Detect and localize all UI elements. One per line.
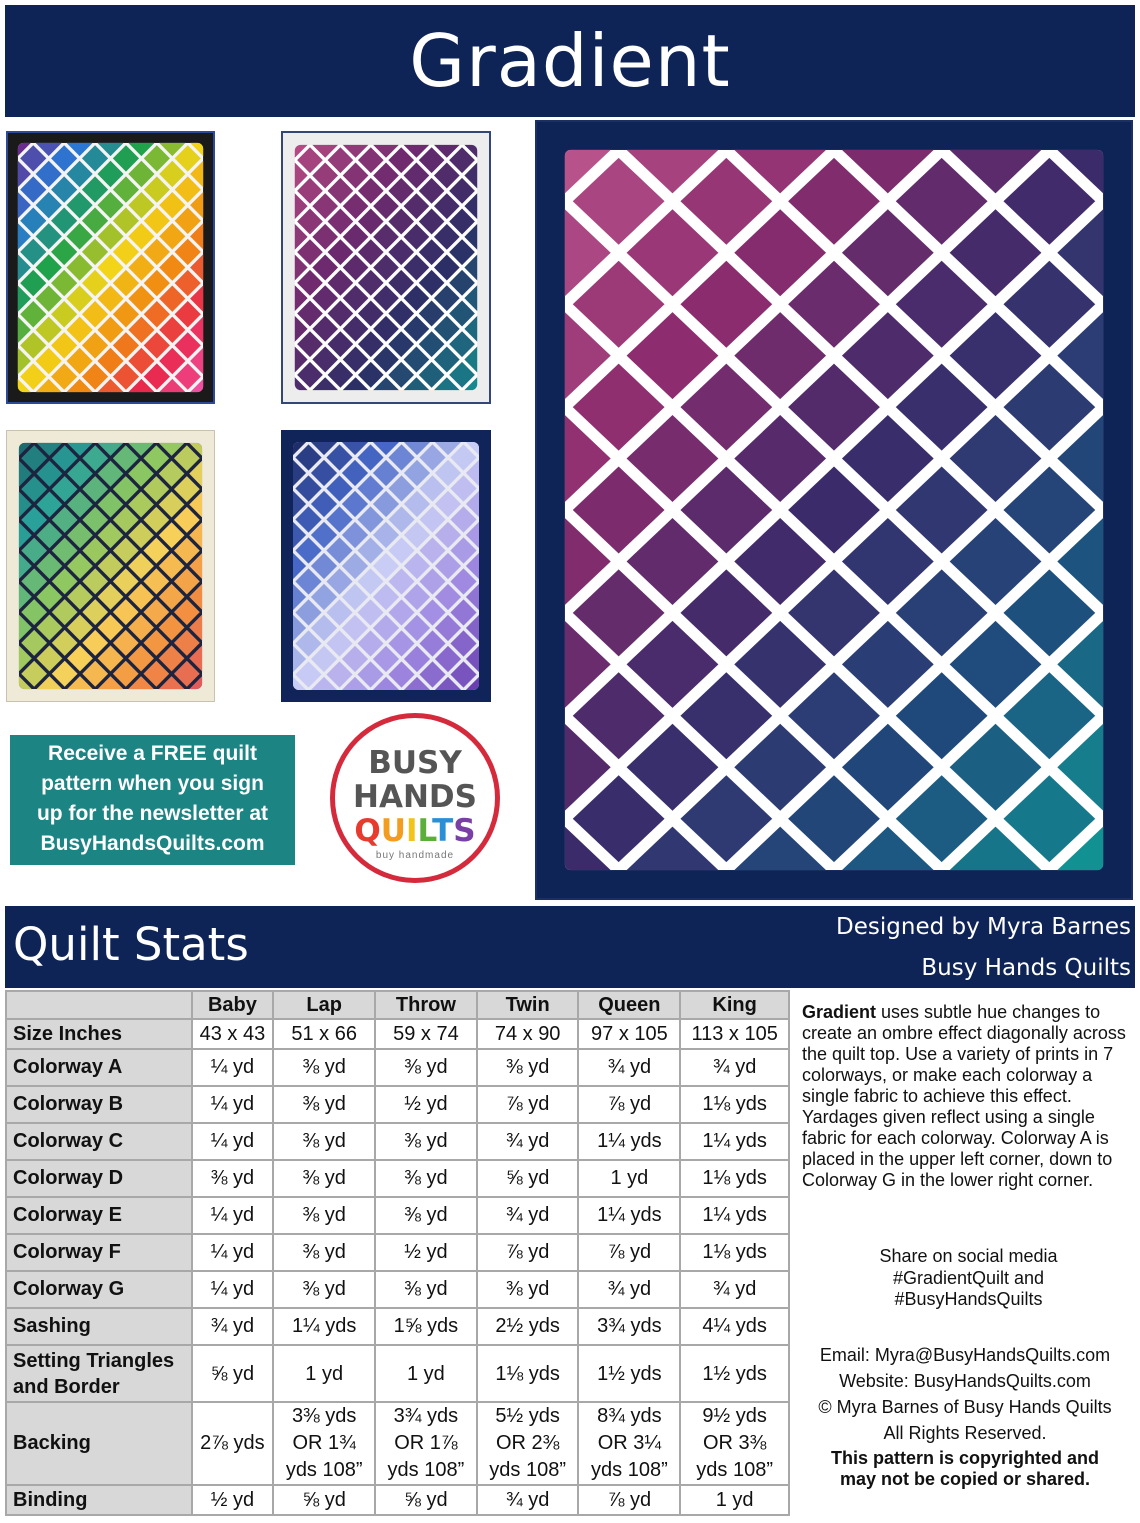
table-cell: 1⅛ yds xyxy=(680,1234,789,1271)
newsletter-promo[interactable] xyxy=(10,735,295,865)
table-cell: ⅞ yd xyxy=(578,1234,680,1271)
table-cell: 1½ yds xyxy=(680,1345,789,1402)
contact-email[interactable]: Email: Myra@BusyHandsQuilts.com xyxy=(819,1345,1111,1365)
table-cell: ⅜ yd xyxy=(273,1160,375,1197)
table-row xyxy=(6,1271,789,1308)
table-cell: ¾ yd xyxy=(578,1049,680,1086)
promo-line-1: Receive a FREE quilt xyxy=(48,742,257,765)
column-header-lap: Lap xyxy=(273,991,375,1019)
table-cell: 1¼ yds xyxy=(680,1197,789,1234)
table-cell: 1 yd xyxy=(273,1345,375,1402)
logo-word-hands: HANDS xyxy=(353,779,477,815)
logo-tagline: buy handmade xyxy=(375,850,455,861)
table-cell: ¾ yd xyxy=(477,1485,579,1515)
table-cell: 2½ yds xyxy=(477,1308,579,1345)
promo-line-4: BusyHandsQuilts.com xyxy=(40,832,265,855)
table-cell: ¾ yd xyxy=(192,1308,274,1345)
description-pattern-name: Gradient xyxy=(802,1002,877,1022)
table-cell: ⅜ yd xyxy=(273,1197,375,1234)
table-cell: ⅜ yd xyxy=(192,1160,274,1197)
row-label: Sashing xyxy=(6,1308,192,1345)
table-cell: 1¼ yds xyxy=(578,1197,680,1234)
row-label-line: and Border xyxy=(13,1375,120,1398)
purple-teal-quilt-thumbnail xyxy=(281,131,491,404)
table-cell: 51 x 66 xyxy=(273,1019,375,1049)
multicolor-print-quilt-thumbnail xyxy=(6,430,215,702)
table-row xyxy=(6,1402,789,1485)
table-cell: ¼ yd xyxy=(192,1197,274,1234)
table-cell: ¾ yd xyxy=(680,1049,789,1086)
table-cell: ⅜ yd xyxy=(273,1086,375,1123)
cell-line: OR 3¼ xyxy=(597,1432,662,1454)
table-cell: ⅜ yd xyxy=(273,1049,375,1086)
quilt-stats-banner xyxy=(5,906,1135,988)
cell-line: OR 1¾ xyxy=(292,1432,356,1454)
hashtag-gradient-quilt: #GradientQuilt and xyxy=(892,1267,1045,1288)
cell-line: yds 108” xyxy=(387,1459,465,1481)
quilt-stats-title: Quilt Stats xyxy=(13,918,249,971)
table-cell: ½ yd xyxy=(375,1234,477,1271)
table-cell: 113 x 105 xyxy=(680,1019,789,1049)
table-cell: ¼ yd xyxy=(192,1123,274,1160)
company-name: Busy Hands Quilts xyxy=(921,955,1131,981)
table-cell: ⅞ yd xyxy=(477,1086,579,1123)
table-cell: ⅝ yd xyxy=(192,1345,274,1402)
row-label: Colorway B xyxy=(6,1086,192,1123)
table-header-row xyxy=(6,991,789,1019)
copyright-notice-line: may not be copied or shared. xyxy=(839,1469,1091,1489)
column-header-king: King xyxy=(680,991,789,1019)
table-row xyxy=(6,1160,789,1197)
row-label: Size Inches xyxy=(6,1019,192,1049)
table-cell: 43 x 43 xyxy=(192,1019,274,1049)
table-header-empty xyxy=(6,991,192,1019)
table-row xyxy=(6,1308,789,1345)
row-label: Colorway G xyxy=(6,1271,192,1308)
table-cell: 2⅞ yds xyxy=(192,1402,274,1485)
table-cell: 1⅝ yds xyxy=(375,1308,477,1345)
logo-letter: T xyxy=(432,813,454,849)
table-cell xyxy=(680,1402,789,1485)
table-cell: ⅜ yd xyxy=(375,1160,477,1197)
logo-letter: U xyxy=(380,813,406,849)
rights-reserved: All Rights Reserved. xyxy=(883,1423,1047,1443)
promo-line-2: pattern when you sign xyxy=(41,772,264,795)
column-header-throw: Throw xyxy=(375,991,477,1019)
table-cell xyxy=(578,1402,680,1485)
row-label: Binding xyxy=(6,1485,192,1515)
table-cell: ⅞ yd xyxy=(578,1485,680,1515)
table-cell: ¼ yd xyxy=(192,1086,274,1123)
row-label: Colorway C xyxy=(6,1123,192,1160)
table-cell: 1¼ yds xyxy=(680,1123,789,1160)
page-title: Gradient xyxy=(409,19,731,103)
table-cell: ⅜ yd xyxy=(375,1123,477,1160)
cell-line: 5½ yds xyxy=(495,1405,560,1427)
table-cell: ⅜ yd xyxy=(477,1271,579,1308)
table-cell: ¾ yd xyxy=(578,1271,680,1308)
blue-lavender-quilt-thumbnail xyxy=(281,430,491,702)
table-cell: 97 x 105 xyxy=(578,1019,680,1049)
table-cell: 1⅛ yds xyxy=(680,1160,789,1197)
logo-letter: I xyxy=(405,813,418,849)
table-row xyxy=(6,1197,789,1234)
column-header-queen: Queen xyxy=(578,991,680,1019)
table-row xyxy=(6,1234,789,1271)
hashtag-busy-hands-quilts: #BusyHandsQuilts xyxy=(894,1289,1043,1309)
cell-line: 3⅜ yds xyxy=(291,1405,357,1427)
table-cell: 3¾ yds xyxy=(578,1308,680,1345)
table-cell: 1½ yds xyxy=(578,1345,680,1402)
row-label: Backing xyxy=(6,1402,192,1485)
row-label-line: Setting Triangles xyxy=(13,1349,175,1372)
table-cell: ½ yd xyxy=(375,1086,477,1123)
column-header-twin: Twin xyxy=(477,991,579,1019)
designer-credit: Designed by Myra Barnes xyxy=(836,914,1131,940)
table-cell: 74 x 90 xyxy=(477,1019,579,1049)
quilt-stats-table xyxy=(5,990,790,1516)
column-header-baby: Baby xyxy=(192,991,274,1019)
table-cell: ⅞ yd xyxy=(477,1234,579,1271)
table-cell: ⅜ yd xyxy=(273,1234,375,1271)
copyright-notice-line: This pattern is copyrighted and xyxy=(830,1448,1100,1468)
table-cell xyxy=(477,1402,579,1485)
cell-line: yds 108” xyxy=(489,1459,566,1481)
table-cell: ⅞ yd xyxy=(578,1086,680,1123)
table-cell: ¾ yd xyxy=(477,1197,579,1234)
table-cell: ⅜ yd xyxy=(273,1123,375,1160)
logo-word-quilts xyxy=(335,814,495,848)
table-cell: ⅜ yd xyxy=(375,1271,477,1308)
table-cell: 1 yd xyxy=(578,1160,680,1197)
cell-line: OR 3⅜ xyxy=(702,1432,767,1454)
table-cell: ¼ yd xyxy=(192,1049,274,1086)
row-label: Colorway D xyxy=(6,1160,192,1197)
logo-word-busy: BUSY xyxy=(368,745,462,781)
cell-line: 8¾ yds xyxy=(597,1405,662,1427)
cell-line: 9½ yds xyxy=(702,1405,767,1427)
copyright-notice xyxy=(795,1448,1135,1490)
table-row xyxy=(6,1019,789,1049)
copyright-line: © Myra Barnes of Busy Hands Quilts xyxy=(818,1397,1112,1417)
main-quilt-image xyxy=(535,120,1133,900)
table-cell: ¾ yd xyxy=(477,1123,579,1160)
table-cell: ⅜ yd xyxy=(273,1271,375,1308)
table-cell: ½ yd xyxy=(192,1485,274,1515)
row-label: Colorway E xyxy=(6,1197,192,1234)
table-cell: 1 yd xyxy=(680,1485,789,1515)
table-cell: ⅝ yd xyxy=(273,1485,375,1515)
table-cell: ⅜ yd xyxy=(477,1049,579,1086)
contact-info xyxy=(795,1342,1135,1490)
table-row xyxy=(6,1345,789,1402)
table-cell: 1⅛ yds xyxy=(477,1345,579,1402)
table-cell: 1 yd xyxy=(375,1345,477,1402)
cell-line: yds 108” xyxy=(285,1459,363,1481)
table-cell: 1⅛ yds xyxy=(680,1086,789,1123)
cell-line: yds 108” xyxy=(591,1459,668,1481)
table-cell: ⅝ yd xyxy=(477,1160,579,1197)
share-line: Share on social media xyxy=(879,1246,1058,1266)
cell-line: yds 108” xyxy=(696,1459,773,1481)
table-cell xyxy=(273,1402,375,1485)
cell-line: OR 1⅞ xyxy=(394,1432,458,1454)
pattern-description xyxy=(802,1002,1135,1191)
logo-letter: L xyxy=(417,813,433,849)
social-share xyxy=(802,1246,1135,1311)
title-banner xyxy=(5,5,1135,117)
contact-website[interactable]: Website: BusyHandsQuilts.com xyxy=(839,1371,1091,1391)
table-row xyxy=(6,1123,789,1160)
table-cell: ¾ yd xyxy=(680,1271,789,1308)
table-row xyxy=(6,1086,789,1123)
table-cell: 4¼ yds xyxy=(680,1308,789,1345)
row-label: Colorway A xyxy=(6,1049,192,1086)
table-row xyxy=(6,1485,789,1515)
busy-hands-quilts-logo xyxy=(330,713,500,883)
table-cell: ⅜ yd xyxy=(375,1049,477,1086)
table-cell: ¼ yd xyxy=(192,1271,274,1308)
rainbow-quilt-thumbnail xyxy=(6,131,215,404)
cell-line: 3¾ yds xyxy=(393,1405,459,1427)
description-text: uses subtle hue changes to create an ombre effect diagonally across the quilt top. Use a variety of prints in 7 colorways, or make each colorway a single fabric to achieve this effect. Yardages given reflect using a single fabric for each colorway. Colorway A is placed in the upper left corner, down to Colorway G in the lower right corner. xyxy=(802,1002,1126,1190)
table-cell: 1¼ yds xyxy=(273,1308,375,1345)
logo-letter: S xyxy=(453,813,476,849)
table-cell: 59 x 74 xyxy=(375,1019,477,1049)
table-cell: ⅝ yd xyxy=(375,1485,477,1515)
table-cell xyxy=(375,1402,477,1485)
promo-line-3: up for the newsletter at xyxy=(36,802,269,825)
cell-line: OR 2⅜ xyxy=(495,1432,560,1454)
row-label-setting-triangles xyxy=(6,1345,192,1402)
logo-letter: Q xyxy=(354,813,381,849)
table-row xyxy=(6,1049,789,1086)
table-cell: ¼ yd xyxy=(192,1234,274,1271)
row-label: Colorway F xyxy=(6,1234,192,1271)
table-cell: 1¼ yds xyxy=(578,1123,680,1160)
table-cell: ⅜ yd xyxy=(375,1197,477,1234)
